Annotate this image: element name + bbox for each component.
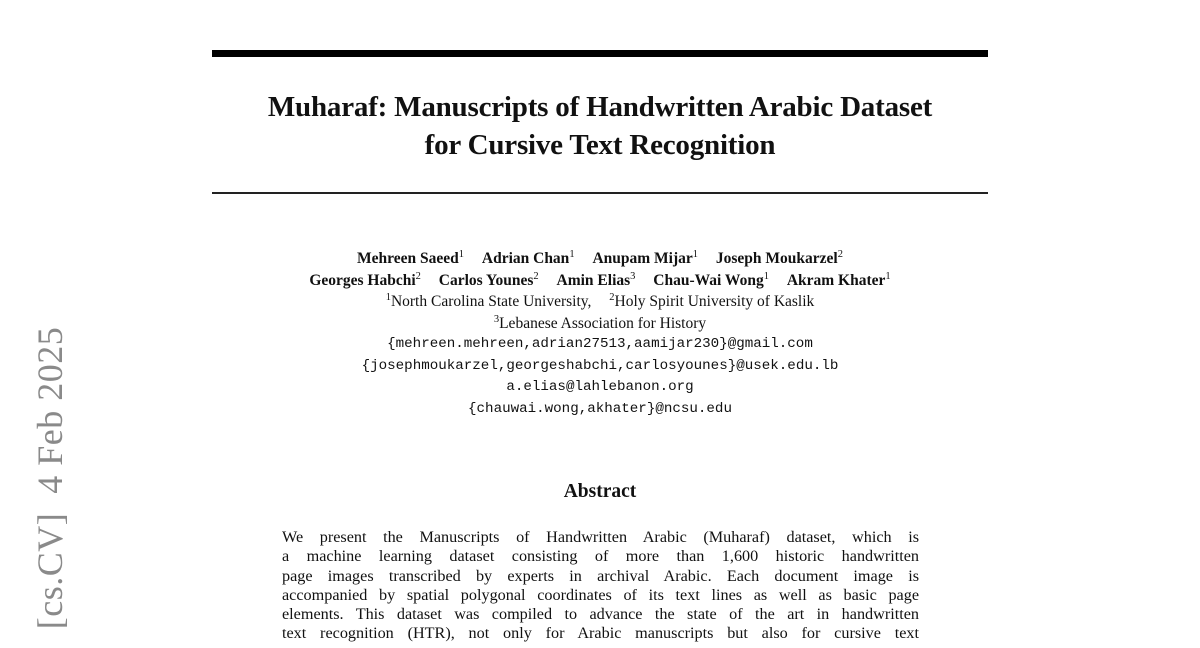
affiliation-name: Lebanese Association for History — [499, 314, 707, 332]
arxiv-stamp — [30, 327, 70, 629]
author-name: Akram Khater — [786, 271, 886, 289]
author-name: Amin Elias — [556, 271, 631, 289]
author-name: Adrian Chan — [481, 250, 570, 267]
author-name: Carlos Younes — [438, 271, 534, 289]
title-line-1: Muharaf: Manuscripts of Handwritten Arabic Dataset — [267, 91, 933, 123]
abstract-body — [282, 528, 919, 644]
paper-title — [200, 88, 1000, 164]
affiliation — [609, 293, 814, 310]
author — [357, 250, 464, 267]
author-block — [150, 248, 1050, 420]
author — [557, 272, 636, 289]
author — [787, 272, 891, 289]
abstract-line: elements. This dataset was compiled to advance the state of the art in handwritten — [282, 605, 919, 624]
author — [653, 272, 769, 289]
author-affiliation-mark: 3 — [630, 270, 636, 282]
arxiv-category: [cs.CV] — [30, 512, 70, 630]
affiliation-line-2 — [150, 313, 1050, 335]
author-affiliation-mark: 1 — [885, 270, 891, 282]
author-name: Georges Habchi — [309, 271, 416, 289]
email-line: {josephmoukarzel,georgeshabchi,carlosyounes}@usek.edu.lb — [361, 357, 839, 374]
email-line: {chauwai.wong,akhater}@ncsu.edu — [468, 400, 732, 417]
top-rule — [212, 50, 988, 57]
affiliation-number: 3 — [493, 313, 500, 325]
author-line-2 — [150, 270, 1050, 292]
author-line-1 — [150, 248, 1050, 270]
author — [716, 250, 843, 267]
author-name: Anupam Mijar — [592, 250, 693, 267]
author-affiliation-mark: 1 — [458, 249, 464, 260]
email-line: {mehreen.mehreen,adrian27513,aamijar230}@gmail.com — [387, 336, 813, 352]
affiliation-number: 2 — [609, 292, 615, 303]
title-line-2: for Cursive Text Recognition — [424, 129, 776, 161]
affiliation-number: 1 — [385, 292, 391, 303]
author-affiliation-mark: 2 — [415, 270, 421, 282]
author — [482, 250, 575, 267]
author-name: Joseph Moukarzel — [715, 250, 838, 267]
author-affiliation-mark: 1 — [763, 270, 769, 282]
author-affiliation-mark: 2 — [837, 249, 843, 260]
abstract-heading: Abstract — [563, 481, 637, 502]
affiliation-name: North Carolina State University, — [390, 293, 592, 310]
author-affiliation-mark: 1 — [692, 249, 699, 260]
bottom-rule — [212, 192, 988, 194]
author-name: Mehreen Saeed — [357, 250, 459, 267]
arxiv-date: 4 Feb 2025 — [30, 326, 70, 494]
affiliation-name: Holy Spirit University of Kaslik — [614, 293, 815, 310]
author — [309, 272, 421, 289]
abstract-line: page images transcribed by experts in archival Arabic. Each document image is — [282, 566, 919, 585]
author-name: Chau-Wai Wong — [653, 271, 764, 289]
abstract-line: We present the Manuscripts of Handwritten Arabic (Muharaf) dataset, which is — [282, 528, 919, 546]
abstract-line: text recognition (HTR), not only for Arabic manuscripts but also for cursive text — [282, 624, 919, 643]
author — [592, 250, 698, 267]
email-line: a.elias@lahlebanon.org — [506, 379, 694, 395]
affiliation — [386, 293, 592, 310]
affiliation-line-1 — [150, 291, 1050, 313]
affiliation — [494, 315, 706, 332]
author-affiliation-mark: 1 — [569, 249, 575, 260]
abstract-line: accompanied by spatial polygonal coordinates of its text lines as well as basic page — [282, 585, 919, 604]
author — [439, 272, 539, 289]
author-affiliation-mark: 2 — [533, 270, 539, 282]
abstract-line: a machine learning dataset consisting of more than 1,600 historic handwritten — [282, 547, 919, 566]
